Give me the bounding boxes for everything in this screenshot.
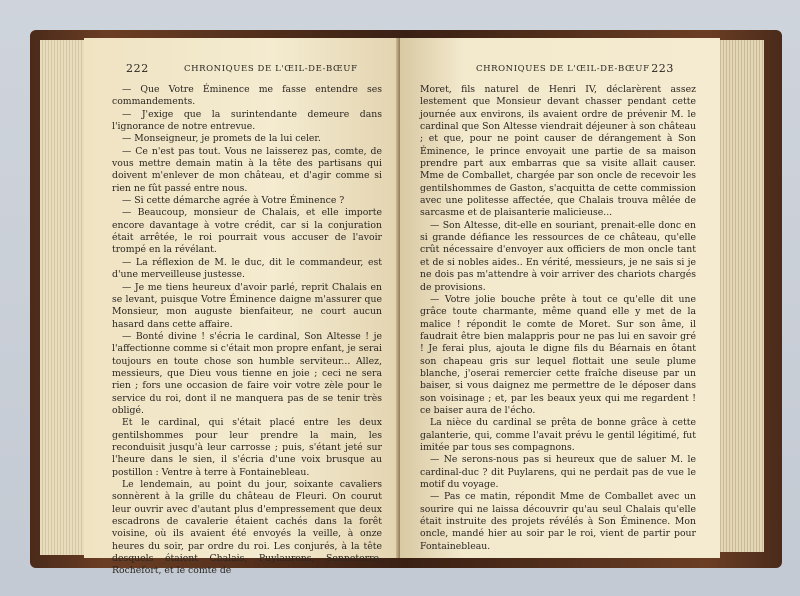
paragraph: — Ne serons-nous pas si heureux que de saluer M. le cardinal-duc ? dit Puylarens, qui ne perdait pas de vue le motif du voyage. bbox=[420, 454, 696, 490]
page-number: 223 bbox=[651, 62, 674, 75]
paragraph: — La réflexion de M. le duc, dit le commandeur, est d'une merveilleuse justesse. bbox=[112, 256, 382, 281]
paragraph: — Ce n'est pas tout. Vous ne laisserez pas, comte, de vous mettre demain matin à la tête des partisans qui doivent m'enlever de mon château, et d'agir comme si rien ne fût passé entre nous. bbox=[112, 145, 382, 194]
paragraph: Le lendemain, au point du jour, soixante cavaliers sonnèrent à la grille du château de Fleuri. On courut leur ouvrir avec d'autant plus d'empressement que deux escadrons de cavalerie étaient cachés dans la forêt voisine, où ils avaient été envoyés la veille, à onze heures du soir, par ordre du roi. Les conjurés, à la tête desquels étaient Chalais, Puylaurens, Senneterre, Rochefort, et le comte de bbox=[112, 479, 382, 577]
page-edges-left bbox=[40, 40, 88, 555]
page-number: 222 bbox=[126, 62, 149, 75]
paragraph: Moret, fils naturel de Henri IV, déclarèrent assez lestement que Monsieur devant chasser pendant cette journée aux environs, ils avaient ordre de prévenir M. le cardinal que Son Altesse viendrait déjeuner à son château ; et que, pour ne point causer de dérangement à Son Éminence, le prince envoyait une partie de sa maison prendre part aux embarras que sa visite allait causer. Mme de Comballet, chargée par son oncle de recevoir les gentilshommes de Gaston, s'acquitta de cette commission avec une politesse affectée, que Chalais trouva mêlée de sarcasme et de plaisanterie malicieuse... bbox=[420, 84, 696, 219]
paragraph: — Votre jolie bouche prête à tout ce qu'elle dit une grâce toute charmante, même quand elle y met de la malice ! répondit le comte de Moret. Sur son âme, il faudrait être bien malappris pour ne pas lui en savoir gré ! Je ferai plus, ajouta le digne fils du Béarnais en ôtant son chapeau gris sur lequel flottait une seule plume blanche, j'oserai remercier cette fraîche diseuse par un baiser, si vous daignez me permettre de le déposer dans son voisinage ; et, par les beaux yeux qui me regardent ! ce baiser aura de l'écho. bbox=[420, 293, 696, 416]
paragraph: — Je me tiens heureux d'avoir parlé, reprit Chalais en se levant, puisque Votre Éminence daigne m'assurer que Monsieur, mon auguste bienfaiteur, ne court aucun hasard dans cette affaire. bbox=[112, 281, 382, 330]
paragraph: — Bonté divine ! s'écria le cardinal, Son Altesse ! je l'affectionne comme si c'était mon propre enfant, je serai toujours en toute chose son humble serviteur... Allez, messieurs, que Dieu vous tienne en joie ; ceci ne sera rien ; fors une occasion de faire voir votre zèle pour le service du roi, dont il ne manquera pas de se tenir très obligé. bbox=[112, 330, 382, 416]
paragraph: — Monseigneur, je promets de la lui celer. bbox=[122, 133, 321, 145]
running-title: CHRONIQUES DE L'ŒIL-DE-BŒUF bbox=[184, 64, 358, 74]
paragraph: — J'exige que la surintendante demeure dans l'ignorance de notre entrevue. bbox=[112, 108, 382, 133]
paragraph: — Beaucoup, monsieur de Chalais, et elle importe encore davantage à votre crédit, car si la conjuration était arrêtée, le roi pourrait vous accuser de l'avoir trompé en la révélant. bbox=[112, 207, 382, 256]
paragraph: — Si cette démarche agrée à Votre Éminence ? bbox=[122, 195, 345, 207]
page-edges-right bbox=[718, 40, 764, 552]
paragraph: — Pas ce matin, répondit Mme de Comballet avec un sourire qui ne laissa découvrir qu'au seul Chalais qu'elle était instruite des projets révélés à Son Éminence. Mon oncle, mandé hier au soir par le roi, vient de partir pour Fontainebleau. bbox=[420, 491, 696, 552]
paragraph: — Son Altesse, dit-elle en souriant, prenait-elle donc en si grande défiance les ressources de ce château, qu'elle crût nécessaire d'envoyer aux officiers de mon oncle tant et de si nobles aides.. En vérité, messieurs, je ne sais si je ne dois pas m'attendre à voir arriver des chariots chargés de provisions. bbox=[420, 219, 696, 293]
paragraph: — Que Votre Éminence me fasse entendre ses commandements. bbox=[112, 84, 382, 108]
paragraph: La nièce du cardinal se prêta de bonne grâce à cette galanterie, qui, comme l'avait prévu le gentil légitimé, fut imitée par tous ses compagnons. bbox=[420, 417, 696, 453]
paragraph: Et le cardinal, qui s'était placé entre les deux gentilshommes pour leur prendre la main, les reconduisit jusqu'à leur carrosse ; puis, s'étant jeté sur l'heure dans le sien, il s'écria d'une voix brusque au postillon : Ventre à terre à Fontainebleau. bbox=[112, 417, 382, 478]
page-text bbox=[112, 84, 382, 578]
page-text bbox=[420, 84, 696, 553]
right-page bbox=[400, 38, 720, 558]
left-page bbox=[84, 38, 400, 577]
running-title: CHRONIQUES DE L'ŒIL-DE-BŒUF bbox=[476, 64, 650, 74]
